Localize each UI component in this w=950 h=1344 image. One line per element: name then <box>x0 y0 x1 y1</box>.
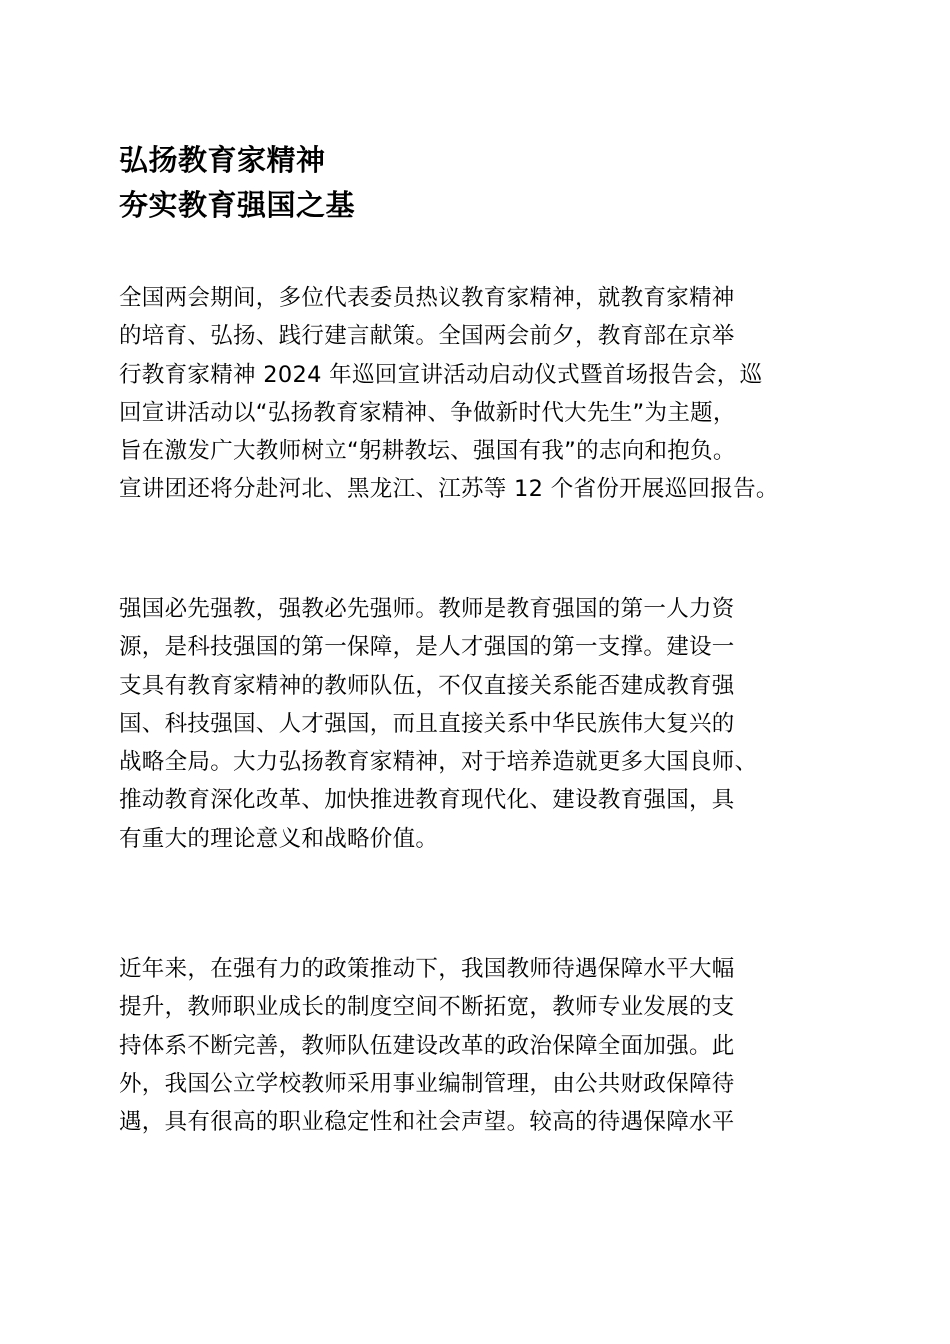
paragraph-2 <box>119 590 839 858</box>
paragraph-line: 近年来，在强有力的政策推动下，我国教师待遇保障水平大幅 <box>119 956 735 982</box>
paragraph-line: 宣讲团还将分赴河北、黑龙江、江苏等 12 个省份开展巡回报告。 <box>119 476 779 503</box>
paragraph-line: 持体系不断完善，教师队伍建设改革的政治保障全面加强。此 <box>119 1032 735 1059</box>
paragraph-1 <box>119 279 839 509</box>
paragraph-3 <box>119 950 839 1141</box>
paragraph-line: 源，是科技强国的第一保障，是人才强国的第一支撑。建设一 <box>119 634 735 661</box>
paragraph-line: 强国必先强教，强教必先强师。教师是教育强国的第一人力资 <box>119 596 735 622</box>
paragraph-line: 全国两会期间，多位代表委员热议教育家精神，就教育家精神 <box>119 285 735 311</box>
paragraph-line: 提升，教师职业成长的制度空间不断拓宽，教师专业发展的支 <box>119 994 735 1021</box>
paragraph-line: 遇，具有很高的职业稳定性和社会声望。较高的待遇保障水平 <box>119 1109 735 1136</box>
title-line-2: 夯实教育强国之基 <box>119 188 356 222</box>
paragraph-line: 的培育、弘扬、践行建言献策。全国两会前夕，教育部在京举 <box>119 323 735 350</box>
title-line-1: 弘扬教育家精神 <box>119 143 326 177</box>
paragraph-line: 推动教育深化改革、加快推进教育现代化、建设教育强国，具 <box>119 787 735 814</box>
page-title <box>119 138 839 228</box>
paragraph-line: 旨在激发广大教师树立“躬耕教坛、强国有我”的志向和抱负。 <box>119 438 736 465</box>
paragraph-line: 有重大的理论意义和战略价值。 <box>119 825 439 852</box>
paragraph-line: 行教育家精神 2024 年巡回宣讲活动启动仪式暨首场报告会，巡 <box>119 361 763 388</box>
paragraph-line: 支具有教育家精神的教师队伍，不仅直接关系能否建成教育强 <box>119 672 735 699</box>
paragraph-line: 国、科技强国、人才强国，而且直接关系中华民族伟大复兴的 <box>119 710 735 737</box>
paragraph-line: 回宣讲活动以“弘扬教育家精神、争做新时代大先生”为主题， <box>119 399 736 426</box>
paragraph-line: 战略全局。大力弘扬教育家精神，对于培养造就更多大国良师、 <box>119 749 758 776</box>
paragraph-line: 外，我国公立学校教师采用事业编制管理，由公共财政保障待 <box>119 1070 735 1097</box>
